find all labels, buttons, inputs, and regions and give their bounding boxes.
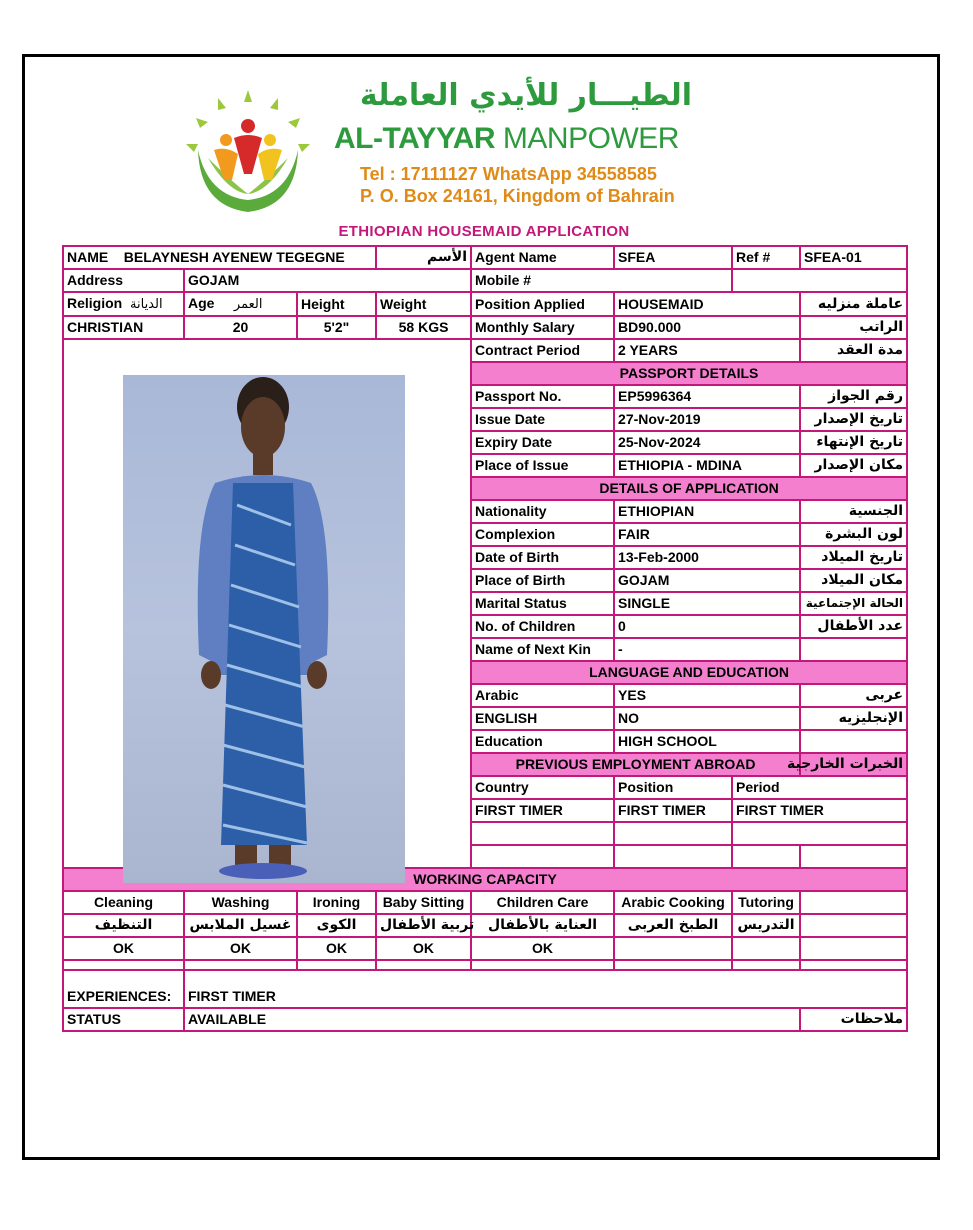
- skill-washing: Washing: [184, 891, 297, 914]
- company-name: [334, 122, 679, 156]
- company-name-bold: AL-TAYYAR: [334, 122, 496, 155]
- skill-tutoring: Tutoring: [732, 891, 800, 914]
- employment-heading-ar: الخبرات الخارجية: [800, 753, 907, 776]
- nationality-value: ETHIOPIAN: [614, 500, 800, 523]
- skill-cleaning-ar: التنظيف: [63, 914, 184, 937]
- skill-ironing-ar: الكوى: [297, 914, 376, 937]
- arabic-value: YES: [614, 684, 800, 707]
- weight-label: Weight: [376, 292, 471, 316]
- weight-value: 58 KGS: [376, 316, 471, 339]
- status-value: AVAILABLE: [184, 1008, 800, 1031]
- empty-cell: [732, 845, 800, 868]
- place-of-issue-label: Place of Issue: [471, 454, 614, 477]
- skill-children-care: Children Care: [471, 891, 614, 914]
- agent-label: Agent Name: [471, 246, 614, 269]
- marital-ar: الحالة الإجتماعية: [800, 592, 907, 615]
- pob-value: GOJAM: [614, 569, 800, 592]
- passport-heading: PASSPORT DETAILS: [471, 362, 907, 385]
- skill-washing-ar: غسيل الملابس: [184, 914, 297, 937]
- table-row: [63, 960, 907, 970]
- skill-washing-value: OK: [184, 937, 297, 960]
- name-value: BELAYNESH AYENEW TEGEGNE: [123, 249, 345, 265]
- complexion-ar: لون البشرة: [800, 523, 907, 546]
- complexion-label: Complexion: [471, 523, 614, 546]
- empty-cell: [471, 845, 614, 868]
- table-row: [63, 1008, 907, 1031]
- expiry-date-label: Expiry Date: [471, 431, 614, 454]
- employment-position-value: FIRST TIMER: [614, 799, 732, 822]
- table-row: [63, 891, 907, 914]
- skill-children-care-value: OK: [471, 937, 614, 960]
- empty-cell: [376, 960, 471, 970]
- english-ar: الإنجليزيه: [800, 707, 907, 730]
- empty-cell: [800, 937, 907, 960]
- skill-arabic-cooking-value: [614, 937, 732, 960]
- skill-ironing: Ironing: [297, 891, 376, 914]
- age-label: Age: [188, 295, 215, 311]
- skill-tutoring-ar: التدريس: [732, 914, 800, 937]
- empty-cell: [614, 822, 732, 845]
- age-ar-label: العمر: [233, 297, 263, 312]
- issue-date-label: Issue Date: [471, 408, 614, 431]
- dob-ar: تاريخ الميلاد: [800, 546, 907, 569]
- form-title-text: ETHIOPIAN HOUSEMAID APPLICATION: [338, 223, 630, 240]
- language-heading: LANGUAGE AND EDUCATION: [471, 661, 907, 684]
- next-kin-ar: [800, 638, 907, 661]
- next-kin-value: -: [614, 638, 800, 661]
- name-label: NAME: [67, 249, 109, 265]
- empty-cell: [800, 914, 907, 937]
- position-col-header: Position: [614, 776, 732, 799]
- complexion-value: FAIR: [614, 523, 800, 546]
- skill-tutoring-value: [732, 937, 800, 960]
- salary-value: BD90.000: [614, 316, 800, 339]
- position-value: HOUSEMAID: [614, 292, 800, 316]
- agent-value: SFEA: [614, 246, 732, 269]
- details-heading: DETAILS OF APPLICATION: [471, 477, 907, 500]
- period-col-header: Period: [732, 776, 907, 799]
- table-row: [63, 316, 907, 339]
- pob-label: Place of Birth: [471, 569, 614, 592]
- position-ar-label: عاملة منزليه: [800, 292, 907, 316]
- skill-baby-sitting-value: OK: [376, 937, 471, 960]
- name-ar-label: الأسم: [376, 246, 471, 269]
- dob-label: Date of Birth: [471, 546, 614, 569]
- height-value: 5'2": [297, 316, 376, 339]
- application-table: [62, 245, 908, 1032]
- empty-cell: [614, 960, 732, 970]
- issue-date-ar: تاريخ الإصدار: [800, 408, 907, 431]
- table-row: [63, 914, 907, 937]
- marital-value: SINGLE: [614, 592, 800, 615]
- pob-ar: مكان الميلاد: [800, 569, 907, 592]
- nationality-ar: الجنسية: [800, 500, 907, 523]
- skill-ironing-value: OK: [297, 937, 376, 960]
- contract-label: Contract Period: [471, 339, 614, 362]
- issue-date-value: 27-Nov-2019: [614, 408, 800, 431]
- address-label: Address: [63, 269, 184, 292]
- experiences-label: EXPERIENCES:: [63, 970, 184, 1008]
- skill-baby-sitting-ar: تربية الأطفال: [376, 914, 471, 937]
- religion-ar-label: الديانة: [130, 297, 163, 312]
- empty-cell: [732, 960, 800, 970]
- expiry-date-ar: تاريخ الإنتهاء: [800, 431, 907, 454]
- photo-cell: [63, 339, 471, 868]
- employment-heading: PREVIOUS EMPLOYMENT ABROAD: [471, 753, 800, 776]
- age-label-cell: [184, 292, 297, 316]
- place-of-issue-value: ETHIOPIA - MDINA: [614, 454, 800, 477]
- dob-value: 13-Feb-2000: [614, 546, 800, 569]
- empty-cell: [614, 845, 732, 868]
- education-ar: [800, 730, 907, 753]
- company-arabic-name: الطيـــار للأيدي العاملة: [359, 78, 692, 113]
- children-ar: عدد الأطفال: [800, 615, 907, 638]
- religion-label: Religion: [67, 295, 123, 311]
- skill-arabic-cooking: Arabic Cooking: [614, 891, 732, 914]
- english-value: NO: [614, 707, 800, 730]
- ref-label: Ref #: [732, 246, 800, 269]
- experiences-value: FIRST TIMER: [184, 970, 907, 1008]
- skill-arabic-cooking-ar: الطبخ العربى: [614, 914, 732, 937]
- contract-ar-label: مدة العقد: [800, 339, 907, 362]
- mobile-value: [614, 269, 732, 292]
- skill-cleaning-value: OK: [63, 937, 184, 960]
- mobile-label: Mobile #: [471, 269, 614, 292]
- religion-value: CHRISTIAN: [63, 316, 184, 339]
- marital-label: Marital Status: [471, 592, 614, 615]
- education-label: Education: [471, 730, 614, 753]
- skill-cleaning: Cleaning: [63, 891, 184, 914]
- table-row: [63, 970, 907, 1008]
- education-value: HIGH SCHOOL: [614, 730, 800, 753]
- status-label: STATUS: [63, 1008, 184, 1031]
- company-name-rest: MANPOWER: [495, 122, 679, 155]
- remarks-ar-label: ملاحظات: [800, 1008, 907, 1031]
- skill-children-care-ar: العناية بالأطفال: [471, 914, 614, 937]
- empty-cell: [800, 960, 907, 970]
- nationality-label: Nationality: [471, 500, 614, 523]
- table-row: [63, 937, 907, 960]
- ref-value: SFEA-01: [800, 246, 907, 269]
- religion-label-cell: [63, 292, 184, 316]
- salary-label: Monthly Salary: [471, 316, 614, 339]
- empty-cell: [471, 822, 614, 845]
- empty-cell: [732, 269, 907, 292]
- table-row: [63, 339, 907, 362]
- arabic-label: Arabic: [471, 684, 614, 707]
- period-value: FIRST TIMER: [732, 799, 907, 822]
- empty-cell: [63, 960, 184, 970]
- table-row: [63, 246, 907, 269]
- expiry-date-value: 25-Nov-2024: [614, 431, 800, 454]
- empty-cell: [732, 822, 907, 845]
- contact-address: P. O. Box 24161, Kingdom of Bahrain: [360, 186, 675, 206]
- salary-ar-label: الراتب: [800, 316, 907, 339]
- passport-no-value: EP5996364: [614, 385, 800, 408]
- applicant-photo: [123, 375, 405, 883]
- country-col-header: Country: [471, 776, 614, 799]
- name-cell: [63, 246, 376, 269]
- next-kin-label: Name of Next Kin: [471, 638, 614, 661]
- address-value: GOJAM: [184, 269, 471, 292]
- table-row: [63, 269, 907, 292]
- empty-cell: [297, 960, 376, 970]
- passport-no-label: Passport No.: [471, 385, 614, 408]
- children-value: 0: [614, 615, 800, 638]
- letterhead: [0, 0, 973, 230]
- height-label: Height: [297, 292, 376, 316]
- empty-cell: [800, 891, 907, 914]
- position-label: Position Applied: [471, 292, 614, 316]
- age-value: 20: [184, 316, 297, 339]
- empty-cell: [471, 960, 614, 970]
- arabic-ar: عربى: [800, 684, 907, 707]
- empty-cell: [184, 960, 297, 970]
- country-value: FIRST TIMER: [471, 799, 614, 822]
- company-logo-icon: [178, 88, 318, 218]
- contact-phone: Tel : 17111127 WhatsApp 34558585: [360, 164, 657, 184]
- form-title: [62, 223, 970, 240]
- contract-value: 2 YEARS: [614, 339, 800, 362]
- place-of-issue-ar: مكان الإصدار: [800, 454, 907, 477]
- applicant-figure-icon: [123, 375, 405, 883]
- skill-baby-sitting: Baby Sitting: [376, 891, 471, 914]
- children-label: No. of Children: [471, 615, 614, 638]
- passport-no-ar: رقم الجواز: [800, 385, 907, 408]
- empty-cell: [800, 845, 907, 868]
- table-row: [63, 292, 907, 316]
- working-capacity-heading: WORKING CAPACITY: [63, 868, 907, 891]
- english-label: ENGLISH: [471, 707, 614, 730]
